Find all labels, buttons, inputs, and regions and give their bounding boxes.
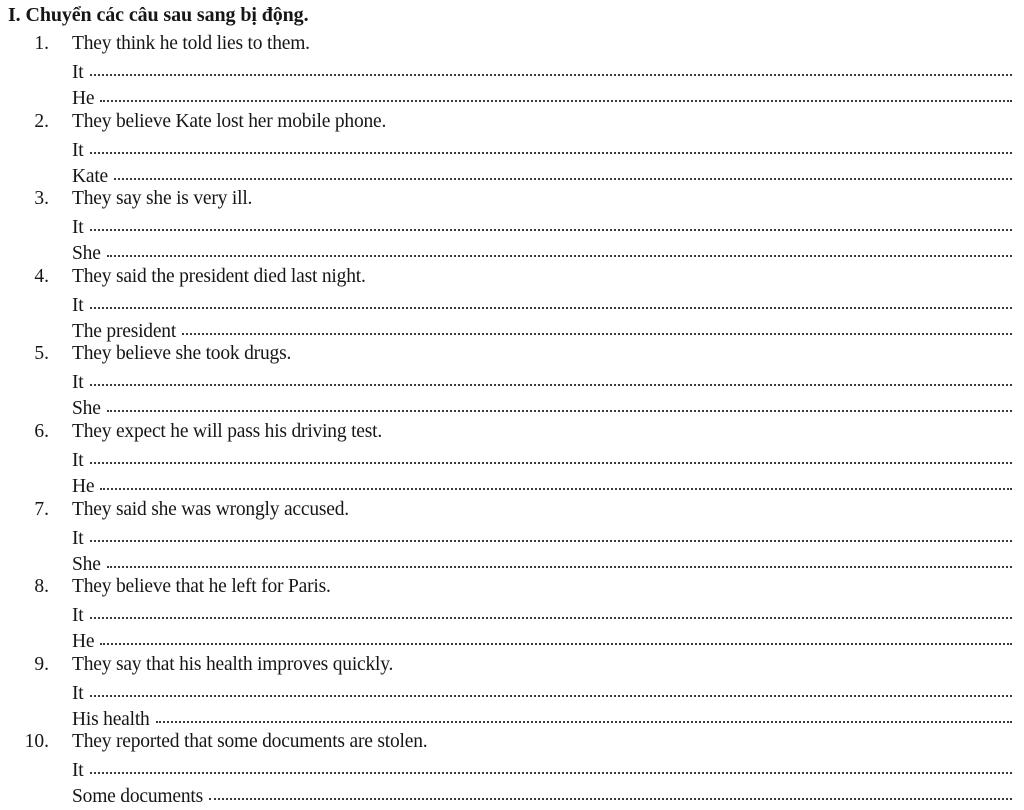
- exercise-sentence: They believe Kate lost her mobile phone.: [72, 110, 387, 132]
- exercise-sentence: They say she is very ill.: [72, 188, 253, 210]
- answer-prompt: It: [72, 449, 84, 471]
- exercise-sentence: They said she was wrongly accused.: [72, 498, 349, 520]
- answer-line: [72, 57, 1012, 83]
- answer-blank[interactable]: [90, 210, 1012, 231]
- answer-line: [72, 471, 1012, 497]
- answer-prompt: It: [72, 139, 84, 161]
- answer-blank[interactable]: [90, 676, 1012, 697]
- answer-prompt: He: [72, 88, 95, 109]
- answer-blank[interactable]: [156, 702, 1012, 723]
- exercise-sentence: They reported that some documents are stolen.: [72, 731, 428, 753]
- answer-line: [72, 678, 1012, 704]
- answer-blank[interactable]: [90, 365, 1012, 386]
- answer-blank[interactable]: [100, 624, 1012, 645]
- answer-line: [72, 161, 1012, 187]
- exercise-item: [0, 341, 1024, 419]
- answer-prompt: It: [72, 527, 84, 549]
- exercise-item: [0, 109, 1024, 187]
- exercise-item: [0, 574, 1024, 652]
- exercise-number: 8.: [34, 576, 49, 598]
- answer-blank[interactable]: [90, 133, 1012, 154]
- answer-blank[interactable]: [90, 521, 1012, 542]
- answer-blank[interactable]: [90, 753, 1012, 774]
- answer-prompt: It: [72, 372, 84, 394]
- answer-line: [72, 316, 1012, 342]
- exercise-sentence: They expect he will pass his driving test.: [72, 420, 383, 442]
- exercise-number: 2.: [34, 110, 49, 132]
- answer-blank[interactable]: [90, 55, 1012, 76]
- exercise-number: 1.: [34, 33, 49, 54]
- answer-blank[interactable]: [90, 288, 1012, 309]
- answer-line: [72, 523, 1012, 549]
- answer-blank[interactable]: [107, 547, 1012, 568]
- answer-prompt: It: [72, 682, 84, 704]
- exercise-item: [0, 729, 1024, 807]
- exercise-number: 5.: [34, 343, 49, 365]
- answer-line: [72, 781, 1012, 807]
- exercise-number: 10.: [24, 731, 49, 753]
- exercise-item: [0, 264, 1024, 342]
- answer-prompt: She: [72, 243, 101, 265]
- exercise-item: [0, 31, 1024, 109]
- exercise-sentence: They say that his health improves quickly.: [72, 653, 394, 675]
- answer-line: [72, 135, 1012, 161]
- exercise-sentence: They believe that he left for Paris.: [72, 576, 331, 598]
- exercise-sentence: They think he told lies to them.: [72, 33, 310, 54]
- answer-prompt: It: [72, 294, 84, 316]
- worksheet-title: I. Chuyển các câu sau sang bị động.: [8, 4, 309, 26]
- answer-prompt: It: [72, 217, 84, 239]
- answer-line: [72, 393, 1012, 419]
- answer-blank[interactable]: [107, 236, 1012, 257]
- answer-prompt: He: [72, 631, 95, 653]
- exercise-sentence: They said the president died last night.: [72, 265, 366, 287]
- exercise-sentence: They believe she took drugs.: [72, 343, 292, 365]
- answer-line: [72, 83, 1012, 109]
- answer-line: [72, 549, 1012, 575]
- answer-blank[interactable]: [100, 469, 1012, 490]
- answer-prompt: She: [72, 553, 101, 575]
- exercise-list: [0, 31, 1024, 807]
- answer-line: [72, 704, 1012, 730]
- answer-prompt: It: [72, 62, 84, 83]
- answer-prompt: Some documents: [72, 786, 203, 808]
- answer-line: [72, 367, 1012, 393]
- exercise-item: [0, 419, 1024, 497]
- exercise-item: [0, 652, 1024, 730]
- answer-prompt: She: [72, 398, 101, 420]
- answer-prompt: His health: [72, 708, 150, 730]
- answer-blank[interactable]: [182, 314, 1012, 335]
- answer-blank[interactable]: [209, 779, 1012, 800]
- exercise-number: 4.: [34, 265, 49, 287]
- exercise-number: 6.: [34, 420, 49, 442]
- answer-line: [72, 600, 1012, 626]
- exercise-number: 3.: [34, 188, 49, 210]
- answer-prompt: He: [72, 475, 95, 497]
- exercise-item: [0, 186, 1024, 264]
- exercise-number: 9.: [34, 653, 49, 675]
- answer-blank[interactable]: [90, 443, 1012, 464]
- answer-prompt: The president: [72, 320, 177, 342]
- exercise-number: 7.: [34, 498, 49, 520]
- answer-line: [72, 290, 1012, 316]
- answer-blank[interactable]: [90, 598, 1012, 619]
- answer-line: [72, 445, 1012, 471]
- exercise-item: [0, 497, 1024, 575]
- answer-blank[interactable]: [100, 81, 1012, 102]
- answer-prompt: Kate: [72, 165, 109, 187]
- answer-prompt: It: [72, 605, 84, 627]
- answer-line: [72, 626, 1012, 652]
- answer-prompt: It: [72, 760, 84, 782]
- answer-line: [72, 755, 1012, 781]
- answer-line: [72, 212, 1012, 238]
- answer-line: [72, 238, 1012, 264]
- answer-blank[interactable]: [114, 159, 1012, 180]
- answer-blank[interactable]: [107, 391, 1012, 412]
